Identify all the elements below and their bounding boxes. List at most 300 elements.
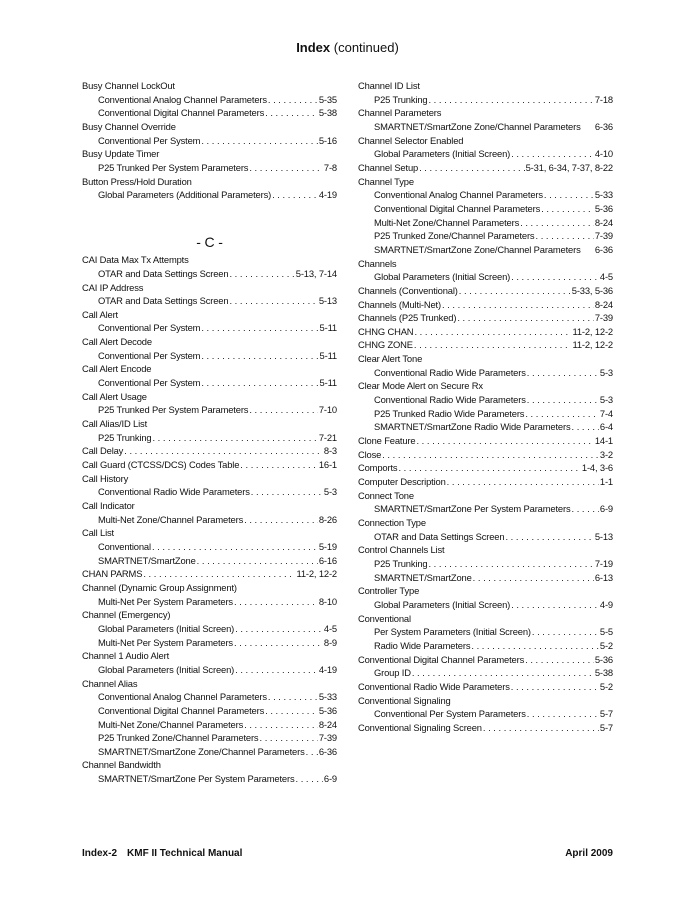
index-term: Connect Tone xyxy=(358,489,414,501)
index-page-ref[interactable]: 4-5 xyxy=(599,271,613,283)
dot-leader xyxy=(244,718,318,732)
index-page-ref[interactable]: 4-10 xyxy=(594,148,613,160)
index-page-ref[interactable]: 5-16 xyxy=(318,134,337,146)
dot-leader xyxy=(473,571,594,585)
index-page-ref[interactable]: 6-36 xyxy=(594,243,613,255)
index-entry xyxy=(358,352,613,366)
index-subentry xyxy=(358,393,613,407)
index-term: Conventional Radio Wide Parameters xyxy=(374,366,526,378)
index-term: Call History xyxy=(82,472,129,484)
index-page-ref[interactable]: 8-3 xyxy=(323,445,337,457)
index-page-ref[interactable]: 5-36 xyxy=(594,202,613,214)
index-subentry xyxy=(82,161,337,175)
index-term: Clear Alert Tone xyxy=(358,353,423,365)
index-subentry xyxy=(358,120,613,134)
index-subentry xyxy=(82,595,337,609)
index-subentry xyxy=(82,403,337,417)
index-subentry xyxy=(82,321,337,335)
index-term: Conventional Digital Channel Parameters xyxy=(98,704,265,716)
index-subentry xyxy=(82,554,337,568)
index-term: Call Delay xyxy=(82,445,124,457)
index-term: Call Alert xyxy=(82,308,119,320)
dot-leader xyxy=(201,376,318,390)
index-entry xyxy=(82,649,337,663)
dot-leader xyxy=(419,161,525,175)
index-page-ref[interactable]: 8-24 xyxy=(594,216,613,228)
index-page-ref[interactable]: 5-13 xyxy=(594,530,613,542)
index-entry xyxy=(358,475,613,489)
dot-leader xyxy=(442,298,594,312)
index-term: Channels (P25 Trunked) xyxy=(358,312,457,324)
index-term: OTAR and Data Settings Screen xyxy=(374,530,505,542)
dot-leader xyxy=(428,93,593,107)
index-entry xyxy=(358,106,613,120)
index-entry xyxy=(358,461,613,475)
index-term: Conventional Radio Wide Parameters xyxy=(98,486,250,498)
index-subentry xyxy=(82,294,337,308)
index-page-ref[interactable]: 5-2 xyxy=(599,639,613,651)
index-page-ref[interactable]: 8-9 xyxy=(323,636,337,648)
index-page-ref[interactable]: 7-21 xyxy=(318,431,337,443)
dot-leader xyxy=(505,530,593,544)
index-term: Conventional Per System Parameters xyxy=(374,708,526,720)
index-term: Conventional Radio Wide Parameters xyxy=(358,680,510,692)
index-page-ref[interactable]: 6-36 xyxy=(318,745,337,757)
index-term: CHNG CHAN xyxy=(358,325,414,337)
index-page-ref[interactable]: 6-36 xyxy=(594,120,613,132)
dot-leader xyxy=(152,431,317,445)
index-subentry xyxy=(82,540,337,554)
index-page-ref[interactable]: 7-18 xyxy=(594,93,613,105)
index-subentry xyxy=(82,636,337,650)
index-term: Radio Wide Parameters xyxy=(374,639,471,651)
index-entry xyxy=(82,175,337,189)
index-entry xyxy=(82,147,337,161)
dot-leader xyxy=(229,294,317,308)
index-term: Busy Channel LockOut xyxy=(82,80,175,91)
footer-left xyxy=(82,848,252,859)
index-page-ref[interactable]: 8-26 xyxy=(318,513,337,525)
index-page-ref[interactable]: 5-3 xyxy=(599,394,613,406)
index-entry xyxy=(82,444,337,458)
index-page-ref[interactable]: 6-9 xyxy=(323,773,337,785)
index-subentry xyxy=(358,707,613,721)
index-term: Conventional xyxy=(98,540,151,552)
index-subentry xyxy=(82,690,337,704)
index-term: Control Channels List xyxy=(358,544,445,556)
dot-leader xyxy=(571,502,598,516)
dot-leader xyxy=(306,745,318,759)
index-entry xyxy=(82,417,337,431)
index-page-ref[interactable]: 7-8 xyxy=(323,161,337,173)
index-term: Channel Bandwidth xyxy=(82,759,161,771)
index-term: SMARTNET/SmartZone Zone/Channel Parameters xyxy=(374,243,581,255)
index-entry xyxy=(358,543,613,557)
index-entry xyxy=(358,653,613,667)
index-subentry xyxy=(358,202,613,216)
index-page-ref[interactable]: 11-2, 12-2 xyxy=(296,568,337,580)
index-subentry xyxy=(82,731,337,745)
index-term: Conventional Per System xyxy=(98,349,201,361)
dot-leader xyxy=(511,598,599,612)
index-entry xyxy=(358,161,613,175)
index-term: SMARTNET/SmartZone Zone/Channel Parameters xyxy=(98,745,305,757)
index-entry xyxy=(358,584,613,598)
index-term: Call Guard (CTCSS/DCS) Codes Table xyxy=(82,459,240,471)
index-entry xyxy=(358,694,613,708)
index-page-ref[interactable]: 5-11 xyxy=(319,322,337,334)
dot-leader xyxy=(416,434,593,448)
index-term: Global Parameters (Initial Screen) xyxy=(374,148,511,160)
index-subentry xyxy=(358,502,613,516)
index-term: Connection Type xyxy=(358,517,426,528)
index-term: Global Parameters (Additional Parameters) xyxy=(98,189,272,201)
dot-leader xyxy=(143,567,295,581)
index-page-ref[interactable]: 5-33 xyxy=(318,691,337,703)
index-term: P25 Trunking xyxy=(374,557,428,569)
index-term: CHAN PARMS xyxy=(82,568,143,580)
index-term: CHNG ZONE xyxy=(358,339,413,351)
index-subentry xyxy=(358,420,613,434)
index-entry xyxy=(82,567,337,581)
index-term: Call Alias/ID List xyxy=(82,418,148,430)
index-subentry xyxy=(82,718,337,732)
index-subentry xyxy=(358,625,613,639)
index-term: P25 Trunked Radio Wide Parameters xyxy=(374,407,525,419)
index-page-ref[interactable]: 5-38 xyxy=(318,107,337,119)
index-subentry xyxy=(82,663,337,677)
index-subentry xyxy=(82,745,337,759)
index-term: Conventional Signaling Screen xyxy=(358,721,482,733)
index-column-right xyxy=(358,79,613,735)
dot-leader xyxy=(234,595,318,609)
index-term: Call Alert Encode xyxy=(82,363,152,375)
index-term: Conventional Radio Wide Parameters xyxy=(374,394,526,406)
dot-leader xyxy=(268,93,318,107)
dot-leader xyxy=(541,202,594,216)
index-term: Multi-Net Zone/Channel Parameters xyxy=(374,216,520,228)
index-page-ref[interactable]: 7-39 xyxy=(594,230,613,242)
index-entry xyxy=(82,390,337,404)
index-page-ref[interactable]: 11-2, 12-2 xyxy=(572,339,613,351)
dot-leader xyxy=(511,680,599,694)
index-subentry xyxy=(82,772,337,786)
index-term: CAI IP Address xyxy=(82,281,144,293)
index-page-ref[interactable]: 5-36 xyxy=(594,653,613,665)
index-page-ref[interactable]: 5-33, 5-36 xyxy=(571,284,613,296)
index-page-ref[interactable]: 5-11 xyxy=(319,377,337,389)
index-term: Global Parameters (Initial Screen) xyxy=(98,622,235,634)
index-term: Conventional xyxy=(358,612,411,624)
index-page-ref[interactable]: 5-3 xyxy=(599,366,613,378)
dot-leader xyxy=(235,622,323,636)
index-term: Call List xyxy=(82,527,114,539)
index-entry xyxy=(82,526,337,540)
dot-leader xyxy=(295,772,322,786)
blank-line xyxy=(82,216,337,230)
index-term: Channel (Dynamic Group Assignment) xyxy=(82,581,237,593)
index-entry xyxy=(82,499,337,513)
index-page-ref[interactable]: 4-9 xyxy=(599,598,613,610)
dot-leader xyxy=(527,366,599,380)
index-subentry xyxy=(358,93,613,107)
index-term: Channel Parameters xyxy=(358,107,442,119)
index-term: Call Alert Decode xyxy=(82,336,152,348)
index-subentry xyxy=(82,376,337,390)
index-term: Conventional Signaling xyxy=(358,694,451,706)
footer-date: April 2009 xyxy=(565,848,613,859)
index-subentry xyxy=(358,188,613,202)
index-subentry xyxy=(358,598,613,612)
index-page-ref[interactable]: 5-35 xyxy=(318,93,337,105)
index-term: Channel Selector Enabled xyxy=(358,134,464,146)
index-term: P25 Trunked Per System Parameters xyxy=(98,404,249,416)
dot-leader xyxy=(511,147,594,161)
index-page-ref[interactable]: 5-11 xyxy=(319,349,337,361)
index-page-ref[interactable]: 5-38 xyxy=(594,667,613,679)
index-page-ref[interactable]: 5-13, 7-14 xyxy=(295,267,337,279)
index-term: Busy Update Timer xyxy=(82,148,160,160)
index-entry xyxy=(82,608,337,622)
index-subentry xyxy=(358,229,613,243)
index-page-ref[interactable]: 16-1 xyxy=(318,459,337,471)
index-term: Controller Type xyxy=(358,585,420,597)
index-subentry xyxy=(358,639,613,653)
index-subentry xyxy=(358,270,613,284)
index-entry xyxy=(358,79,613,93)
index-entry xyxy=(358,257,613,271)
index-page-ref[interactable]: 1-4, 3-6 xyxy=(581,462,613,474)
index-term: Channel Setup xyxy=(358,161,419,173)
index-term: Call Alert Usage xyxy=(82,390,147,402)
index-page-ref[interactable]: 6-16 xyxy=(318,554,337,566)
index-page-ref[interactable]: 5-3 xyxy=(323,486,337,498)
dot-leader xyxy=(265,106,318,120)
index-subentry xyxy=(82,485,337,499)
index-page-ref[interactable]: 8-10 xyxy=(318,595,337,607)
index-term: Conventional Digital Channel Parameters xyxy=(358,653,525,665)
index-term: SMARTNET/SmartZone xyxy=(374,571,472,583)
index-entry xyxy=(82,253,337,267)
dot-leader xyxy=(471,639,599,653)
index-page-ref[interactable]: 7-10 xyxy=(318,404,337,416)
dot-leader xyxy=(544,188,594,202)
index-entry xyxy=(82,677,337,691)
dot-leader xyxy=(382,448,599,462)
index-term: Group ID xyxy=(374,667,411,679)
index-page-ref[interactable]: 5-7 xyxy=(599,721,613,733)
index-term: Multi-Net Per System Parameters xyxy=(98,636,233,648)
index-term: Conventional Analog Channel Parameters xyxy=(98,93,267,105)
index-term: Per System Parameters (Initial Screen) xyxy=(374,626,531,638)
dot-leader xyxy=(527,707,599,721)
index-page-ref[interactable]: 8-24 xyxy=(594,298,613,310)
index-subentry xyxy=(82,513,337,527)
dot-leader xyxy=(259,731,317,745)
index-term: Channels (Multi-Net) xyxy=(358,298,441,310)
dot-leader xyxy=(234,636,323,650)
index-subentry xyxy=(358,407,613,421)
index-term: SMARTNET/SmartZone Per System Parameters xyxy=(98,773,295,785)
index-page-ref[interactable]: 4-19 xyxy=(318,189,337,201)
footer-manual-title: KMF II Technical Manual xyxy=(127,848,243,859)
index-term: Channel Type xyxy=(358,175,414,187)
page-title-suffix: (continued) xyxy=(330,40,399,55)
dot-leader xyxy=(268,690,318,704)
dot-leader xyxy=(251,485,323,499)
dot-leader xyxy=(428,557,593,571)
index-term: Close xyxy=(358,448,382,460)
dot-leader xyxy=(249,161,323,175)
index-subentry xyxy=(82,622,337,636)
index-term: Multi-Net Zone/Channel Parameters xyxy=(98,513,244,525)
index-page-ref[interactable]: 5-2 xyxy=(599,680,613,692)
dot-leader xyxy=(412,666,594,680)
index-subentry xyxy=(358,366,613,380)
index-subentry xyxy=(358,243,613,257)
dot-leader xyxy=(124,444,323,458)
index-page-ref[interactable]: 5-31, 6-34, 7-37, 8-22 xyxy=(525,161,613,173)
index-term: Clear Mode Alert on Secure Rx xyxy=(358,380,483,392)
index-subentry xyxy=(358,557,613,571)
index-entry xyxy=(358,284,613,298)
index-entry xyxy=(82,79,337,93)
index-term: Conventional Per System xyxy=(98,377,201,389)
index-subentry xyxy=(82,188,337,202)
index-page-ref[interactable]: 11-2, 12-2 xyxy=(572,325,613,337)
index-entry xyxy=(358,680,613,694)
dot-leader xyxy=(229,267,294,281)
index-term: Conventional Digital Channel Parameters xyxy=(98,107,265,119)
index-page-ref[interactable]: 7-4 xyxy=(599,407,613,419)
index-page-ref[interactable]: 6-13 xyxy=(594,571,613,583)
index-entry xyxy=(82,281,337,295)
index-page-ref[interactable]: 5-7 xyxy=(599,708,613,720)
index-entry xyxy=(358,311,613,325)
index-subentry xyxy=(82,134,337,148)
blank-line xyxy=(82,202,337,216)
dot-leader xyxy=(511,270,599,284)
dot-leader xyxy=(414,325,571,339)
dot-leader xyxy=(272,188,318,202)
dot-leader xyxy=(572,420,599,434)
index-entry xyxy=(82,581,337,595)
index-entry xyxy=(358,325,613,339)
index-subentry xyxy=(358,147,613,161)
index-term: Conventional Digital Channel Parameters xyxy=(374,202,541,214)
index-page-ref[interactable]: 5-36 xyxy=(318,704,337,716)
index-term: P25 Trunking xyxy=(98,431,152,443)
dot-leader xyxy=(525,407,599,421)
index-term: SMARTNET/SmartZone Zone/Channel Parameters xyxy=(374,120,581,132)
index-entry xyxy=(82,308,337,322)
index-term: Button Press/Hold Duration xyxy=(82,175,192,187)
index-term: Channel (Emergency) xyxy=(82,609,171,621)
dot-leader xyxy=(240,458,318,472)
index-page-ref[interactable]: 1-1 xyxy=(599,476,613,488)
index-entry xyxy=(358,298,613,312)
index-entry xyxy=(358,516,613,530)
index-entry xyxy=(82,458,337,472)
index-page-ref[interactable]: 14-1 xyxy=(594,435,613,447)
dot-leader xyxy=(201,321,318,335)
index-subentry xyxy=(82,704,337,718)
index-entry xyxy=(358,721,613,735)
index-entry xyxy=(358,338,613,352)
index-page-ref[interactable]: 4-5 xyxy=(323,622,337,634)
index-entry xyxy=(358,379,613,393)
index-subentry xyxy=(358,571,613,585)
dot-leader xyxy=(525,653,594,667)
index-page-ref[interactable]: 5-19 xyxy=(318,540,337,552)
index-term: Multi-Net Per System Parameters xyxy=(98,595,233,607)
index-term: Conventional Analog Channel Parameters xyxy=(374,189,543,201)
index-entry xyxy=(82,472,337,486)
index-subentry xyxy=(82,349,337,363)
index-term: Clone Feature xyxy=(358,435,416,447)
dot-leader xyxy=(265,704,318,718)
index-page-ref[interactable]: 7-39 xyxy=(318,732,337,744)
index-term: Global Parameters (Initial Screen) xyxy=(374,271,511,283)
index-column-left xyxy=(82,79,337,786)
index-term: P25 Trunked Zone/Channel Parameters xyxy=(98,732,259,744)
index-page-ref[interactable]: 6-9 xyxy=(599,503,613,515)
index-page-ref[interactable]: 7-19 xyxy=(594,557,613,569)
dot-leader xyxy=(532,625,599,639)
index-page-ref[interactable]: 7-39 xyxy=(594,312,613,324)
dot-leader xyxy=(152,540,318,554)
dot-leader xyxy=(235,663,318,677)
index-term: Channels xyxy=(358,257,397,269)
index-entry xyxy=(358,175,613,189)
section-letter-heading: - C - xyxy=(196,234,223,251)
dot-leader xyxy=(483,721,599,735)
index-term: Comports xyxy=(358,462,398,474)
index-page-ref[interactable]: 8-24 xyxy=(318,718,337,730)
footer-page-number: Index-2 xyxy=(82,848,118,859)
page-title-bold: Index xyxy=(296,40,331,55)
index-subentry xyxy=(82,106,337,120)
index-page-ref[interactable]: 4-19 xyxy=(318,663,337,675)
index-term: CAI Data Max Tx Attempts xyxy=(82,254,189,266)
dot-leader xyxy=(201,349,318,363)
index-entry xyxy=(358,134,613,148)
index-term: Global Parameters (Initial Screen) xyxy=(98,663,235,675)
index-page-ref[interactable]: 6-4 xyxy=(599,421,613,433)
index-term: Computer Description xyxy=(358,476,446,488)
index-page-ref[interactable]: 5-5 xyxy=(599,626,613,638)
index-entry xyxy=(358,612,613,626)
index-subentry xyxy=(358,666,613,680)
index-page-ref[interactable]: 5-13 xyxy=(318,295,337,307)
index-term: P25 Trunked Per System Parameters xyxy=(98,161,249,173)
index-entry xyxy=(358,434,613,448)
index-term: Conventional Per System xyxy=(98,134,201,146)
index-page-ref[interactable]: 5-33 xyxy=(594,189,613,201)
index-term: OTAR and Data Settings Screen xyxy=(98,295,229,307)
index-entry xyxy=(82,120,337,134)
index-subentry xyxy=(82,431,337,445)
dot-leader xyxy=(459,284,571,298)
index-term: Multi-Net Zone/Channel Parameters xyxy=(98,718,244,730)
index-term: Channel ID List xyxy=(358,80,420,91)
dot-leader xyxy=(520,216,594,230)
index-subentry xyxy=(82,267,337,281)
index-entry xyxy=(358,489,613,503)
index-term: Conventional Analog Channel Parameters xyxy=(98,691,267,703)
index-page-ref[interactable]: 3-2 xyxy=(599,448,613,460)
dot-leader xyxy=(249,403,318,417)
